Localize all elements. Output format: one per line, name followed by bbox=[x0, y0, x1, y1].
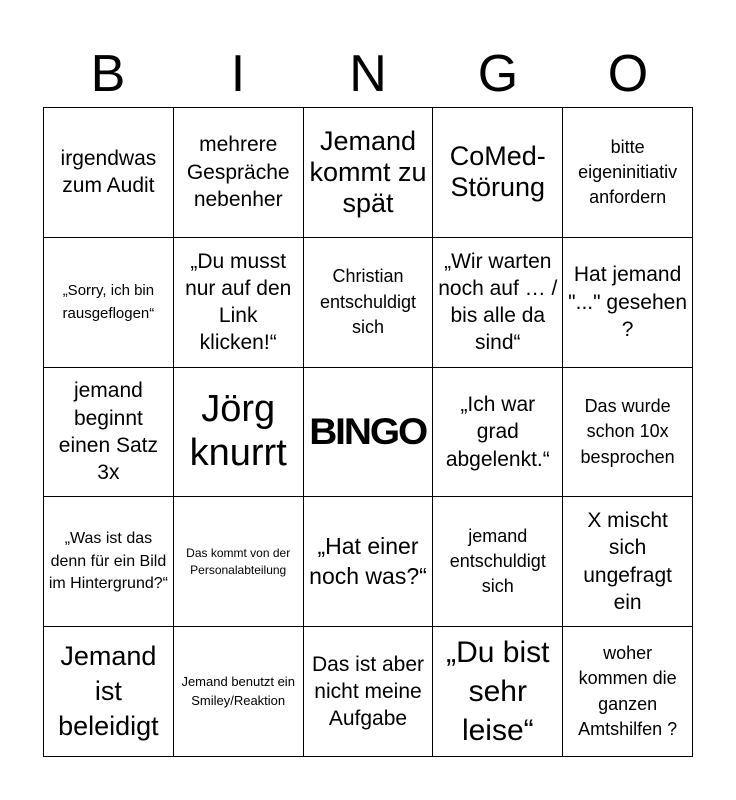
bingo-cell[interactable]: X mischt sich ungefragt ein bbox=[563, 497, 693, 627]
bingo-header bbox=[43, 40, 693, 108]
bingo-cell[interactable]: Hat jemand "..." gesehen ? bbox=[563, 238, 693, 368]
bingo-cell[interactable]: „Hat einer noch was?“ bbox=[304, 497, 434, 627]
bingo-cell[interactable]: Jemand benutzt ein Smiley/Reaktion bbox=[174, 627, 304, 757]
bingo-logo: BINGO bbox=[309, 411, 427, 453]
header-letter-g: G bbox=[477, 45, 519, 103]
bingo-cell[interactable]: jemand entschuldigt sich bbox=[433, 497, 563, 627]
bingo-cell[interactable]: Das kommt von der Personalabteilung bbox=[174, 497, 304, 627]
bingo-cell[interactable]: irgendwas zum Audit bbox=[44, 108, 174, 238]
bingo-cell[interactable]: „Du musst nur auf den Link klicken!“ bbox=[174, 238, 304, 368]
bingo-cell[interactable]: mehrere Gespräche nebenher bbox=[174, 108, 304, 238]
bingo-cell[interactable]: „Du bist sehr leise“ bbox=[433, 627, 563, 757]
header-letter-i: I bbox=[230, 45, 246, 103]
header-letter-o: O bbox=[607, 45, 649, 103]
bingo-cell[interactable]: Jemand kommt zu spät bbox=[304, 108, 434, 238]
header-letter-b: B bbox=[90, 45, 126, 103]
bingo-cell[interactable]: „Wir warten noch auf … / bis alle da sind“ bbox=[433, 238, 563, 368]
bingo-cell[interactable]: Christian entschuldigt sich bbox=[304, 238, 434, 368]
bingo-cell[interactable]: Jemand ist beleidigt bbox=[44, 627, 174, 757]
bingo-cell[interactable]: „Sorry, ich bin rausgeflogen“ bbox=[44, 238, 174, 368]
bingo-cell[interactable]: CoMed-Störung bbox=[433, 108, 563, 238]
bingo-cell[interactable]: Das wurde schon 10x besprochen bbox=[563, 368, 693, 498]
free-space-cell[interactable] bbox=[304, 368, 434, 498]
header-letter-n: N bbox=[349, 45, 387, 103]
bingo-cell[interactable]: „Was ist das denn für ein Bild im Hintergrund?“ bbox=[44, 497, 174, 627]
bingo-cell[interactable]: Jörg knurrt bbox=[174, 368, 304, 498]
bingo-cell[interactable]: bitte eigeninitiativ anfordern bbox=[563, 108, 693, 238]
bingo-cell[interactable]: woher kommen die ganzen Amtshilfen ? bbox=[563, 627, 693, 757]
bingo-cell[interactable]: jemand beginnt einen Satz 3x bbox=[44, 368, 174, 498]
bingo-cell[interactable]: „Ich war grad abgelenkt.“ bbox=[433, 368, 563, 498]
bingo-board bbox=[43, 107, 693, 757]
bingo-cell[interactable]: Das ist aber nicht meine Aufgabe bbox=[304, 627, 434, 757]
